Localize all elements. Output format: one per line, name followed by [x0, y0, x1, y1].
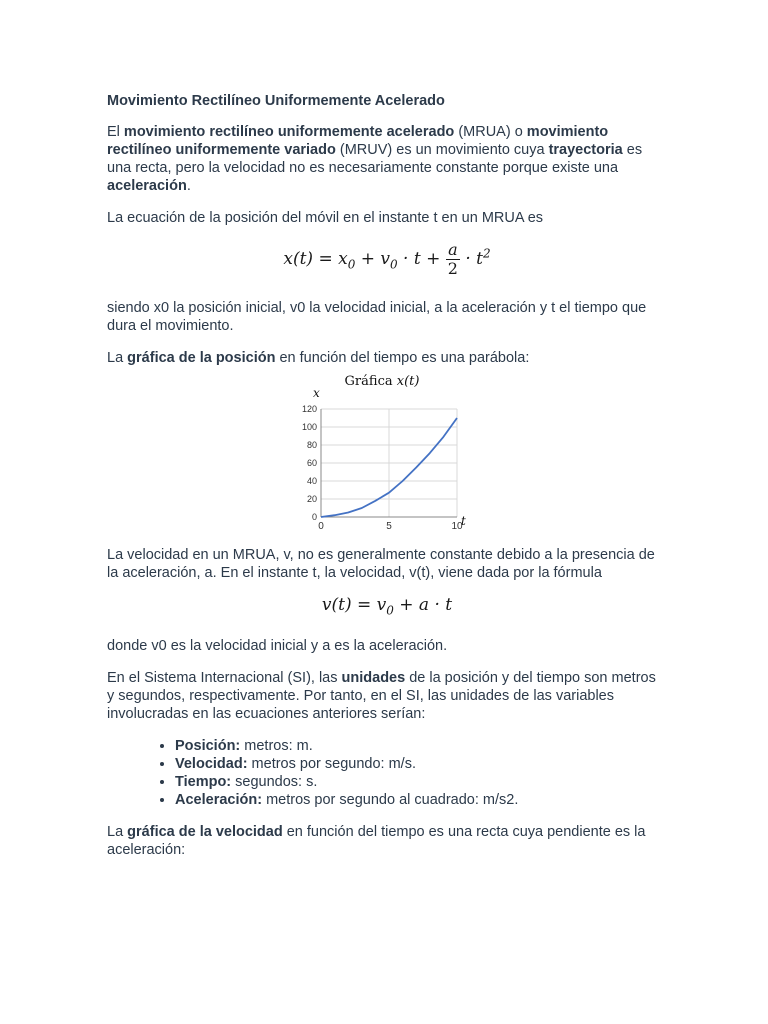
formula-part: v(t) = v	[321, 595, 387, 615]
formula-part: · t +	[397, 249, 446, 269]
velocity-formula	[107, 596, 667, 619]
text: en función del tiempo es una parábola:	[275, 350, 530, 366]
text: de la posición y del tiempo son metros y segundos, respectivamente. Por tanto, en el SI, las unidades de las variables involucradas en las ecuaciones anteriores serían:	[107, 670, 656, 723]
chart-y-label: x	[313, 386, 320, 400]
position-chart-svg	[282, 373, 482, 538]
fraction-denominator: 2	[447, 259, 458, 278]
chart-y-tick-label: 20	[306, 494, 317, 504]
position-equation-intro: La ecuación de la posición del móvil en el instante t en un MRUA es	[107, 210, 544, 226]
chart-title-var: x(t)	[396, 374, 420, 389]
units-list-item	[175, 773, 667, 791]
fraction-numerator: a	[446, 241, 460, 260]
units-list-item	[175, 791, 667, 809]
formula-sub: 0	[347, 257, 356, 272]
unit-label: Tiempo:	[175, 774, 232, 791]
formula-part: + v	[355, 249, 390, 269]
unit-text: metros: m.	[240, 738, 313, 755]
chart-title-word: Gráfica	[344, 374, 397, 389]
bold-text: gráfica de la posición	[127, 350, 276, 366]
unit-label: Posición:	[175, 738, 241, 755]
units-list-item	[175, 737, 667, 755]
formula-fraction	[446, 241, 460, 278]
units-list	[107, 737, 667, 809]
intro-bold-mruv: movimiento rectilíneo uniformemente variado	[107, 124, 609, 158]
intro-bold-aceleracion: aceleración	[107, 178, 187, 194]
text: en función del tiempo es una recta cuya pendiente es la aceleración:	[107, 824, 646, 859]
chart-x-label: t	[461, 514, 466, 528]
formula-sub: 0	[390, 257, 398, 272]
formula-part: · t	[459, 249, 483, 269]
formula-sub: 0	[386, 603, 394, 618]
text: La	[107, 350, 128, 366]
unit-text: metros por segundo al cuadrado: m/s2.	[262, 792, 519, 809]
bold-text: gráfica de la velocidad	[127, 824, 283, 841]
chart-y-tick-label: 100	[301, 422, 317, 432]
intro-text-1: El	[107, 124, 124, 140]
bold-text: unidades	[341, 670, 406, 687]
chart-y-tick-label: 0	[311, 512, 317, 522]
chart-x-tick-label: 10	[451, 521, 463, 532]
formula-sup: 2	[482, 246, 491, 261]
position-chart	[282, 373, 482, 538]
text: La	[107, 824, 128, 841]
document-body	[107, 92, 667, 873]
position-explanation: siendo x0 la posición inicial, v0 la velocidad inicial, a la aceleración y t el tiempo que dura el movimiento.	[107, 300, 647, 334]
position-formula	[107, 241, 667, 285]
unit-text: segundos: s.	[231, 774, 318, 791]
intro-text-5: .	[186, 178, 191, 194]
intro-text-4: es una recta, pero la velocidad no es necesariamente constante porque existe una	[107, 142, 643, 176]
units-list-item	[175, 755, 667, 773]
formula-part: + a · t	[393, 595, 453, 615]
unit-text: metros por segundo: m/s.	[247, 756, 416, 773]
chart-y-tick-label: 120	[301, 404, 317, 414]
velocity-explanation: donde v0 es la velocidad inicial y a es la aceleración.	[107, 638, 448, 655]
intro-text-3: (MRUV) es un movimiento cuya	[335, 142, 549, 158]
unit-label: Velocidad:	[175, 756, 248, 773]
chart-y-tick-label: 60	[306, 458, 317, 468]
page-title: Movimiento Rectilíneo Uniformemente Acelerado	[107, 93, 445, 109]
formula-part: x(t) = x	[283, 249, 348, 269]
position-graph-intro	[107, 349, 667, 367]
unit-label: Aceleración:	[175, 792, 263, 809]
intro-paragraph	[107, 123, 667, 195]
intro-bold-trayectoria: trayectoria	[548, 142, 623, 158]
velocity-intro: La velocidad en un MRUA, v, no es generalmente constante debido a la presencia de la aceleración, a. En el instante t, la velocidad, v(t), viene dada por la fórmula	[107, 547, 655, 581]
chart-x-tick-label: 5	[386, 521, 392, 532]
chart-title	[345, 374, 420, 389]
chart-y-tick-label: 80	[306, 440, 317, 450]
units-intro	[107, 669, 667, 723]
chart-x-tick-label: 0	[318, 521, 324, 532]
text: En el Sistema Internacional (SI), las	[107, 670, 342, 687]
intro-text-2: (MRUA) o	[454, 124, 527, 140]
velocity-graph-intro	[107, 823, 667, 859]
chart-y-tick-label: 40	[306, 476, 317, 486]
intro-bold-mrua: movimiento rectilíneo uniformemente acelerado	[123, 124, 455, 140]
